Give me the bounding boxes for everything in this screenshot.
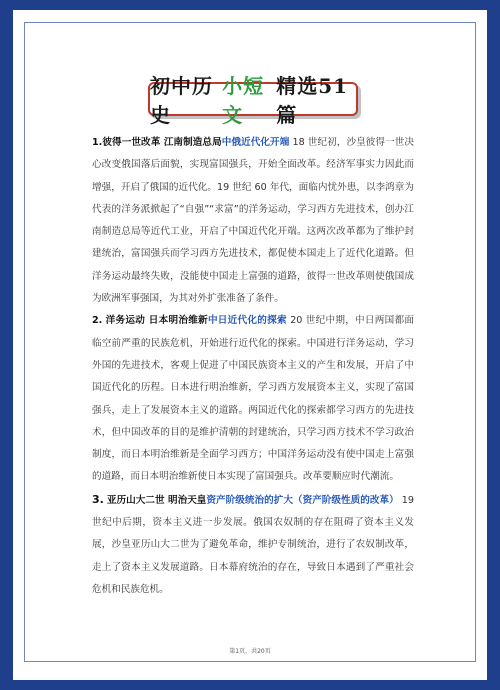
paragraph-text: 18 世纪初，沙皇彼得一世决心改变俄国落后面貌，实现富国强兵，开始全面改革。经济军事实力因此而增强，开启了俄国的近代化。19 世纪 60 年代，面临内忧外患，以李鸿章为代表的洋务派掀起了“自强”“求富”的洋务运动，学习西方先进技术，创办江南制造总局等近代工业，开启了中国近代化开端。这两次改革都为了维护封建统治，富国强兵而学习西方先进技术，都促使本国走上了近代化道路。但洋务运动最终失败，没能使中国走上富强的道路，彼得一世改革则使俄国成为欧洲军事强国，为其对外扩张准备了条件。 xyxy=(92,137,414,305)
paragraph-topic: 中日近代化的探索 xyxy=(207,315,287,327)
paragraph-heading: 亚历山大二世 明治天皇 xyxy=(106,494,207,506)
paragraph-heading: 洋务运动 日本明治维新 xyxy=(105,315,208,327)
paragraph-1 xyxy=(92,132,414,310)
paragraph-topic: 资产阶级统治的扩大（资产阶级性质的改革） xyxy=(206,494,399,506)
paragraph-heading: 彼得一世改革 江南制造总局 xyxy=(102,137,222,148)
paragraph-2 xyxy=(92,310,414,488)
paragraph-text: 19 世纪中后期，资本主义进一步发展。俄国农奴制的存在阻碍了资本主义发展，沙皇亚历山大二世为了避免革命，维护专制统治，进行了农奴制改革，走上了资本主义发展道路。日本幕府统治的存在，导致日本遇到了严重社会危机和民族危机。 xyxy=(92,494,415,595)
page-number-footer: 第1页，共20页 xyxy=(229,648,271,655)
title-part-3: 精选51篇 xyxy=(276,74,349,127)
title-part-2: 小短文 xyxy=(222,74,265,127)
paragraph-topic: 中俄近代化开端 xyxy=(221,137,290,148)
paragraph-number: 3. xyxy=(92,492,104,506)
paragraph-number: 2. xyxy=(92,315,103,327)
paragraph-3 xyxy=(92,489,414,601)
article-body xyxy=(92,132,414,601)
title-part-1: 初中历史 xyxy=(150,74,213,127)
paragraph-text: 20 世纪中期，中日两国都面临空前严重的民族危机，开始进行近代化的探索。中国进行洋务运动，学习外国的先进技术，客观上促进了中国民族资本主义的产生和发展，开启了中国近代化的历程。日本进行明治维新，学习西方发展资本主义，实现了富国强兵，走上了发展资本主义的道路。两国近代化的探索都学习西方的先进技术，但中国改革的目的是维护清朝的封建统治，只学习西方技术不学习政治制度，而日本明治维新是全面学习西方；中国洋务运动没有使中国走上富强的道路，而日本明治维新使日本实现了富国强兵。改革要顺应时代潮流。 xyxy=(92,315,414,483)
paragraph-number: 1. xyxy=(92,137,103,148)
document-title xyxy=(148,74,358,127)
